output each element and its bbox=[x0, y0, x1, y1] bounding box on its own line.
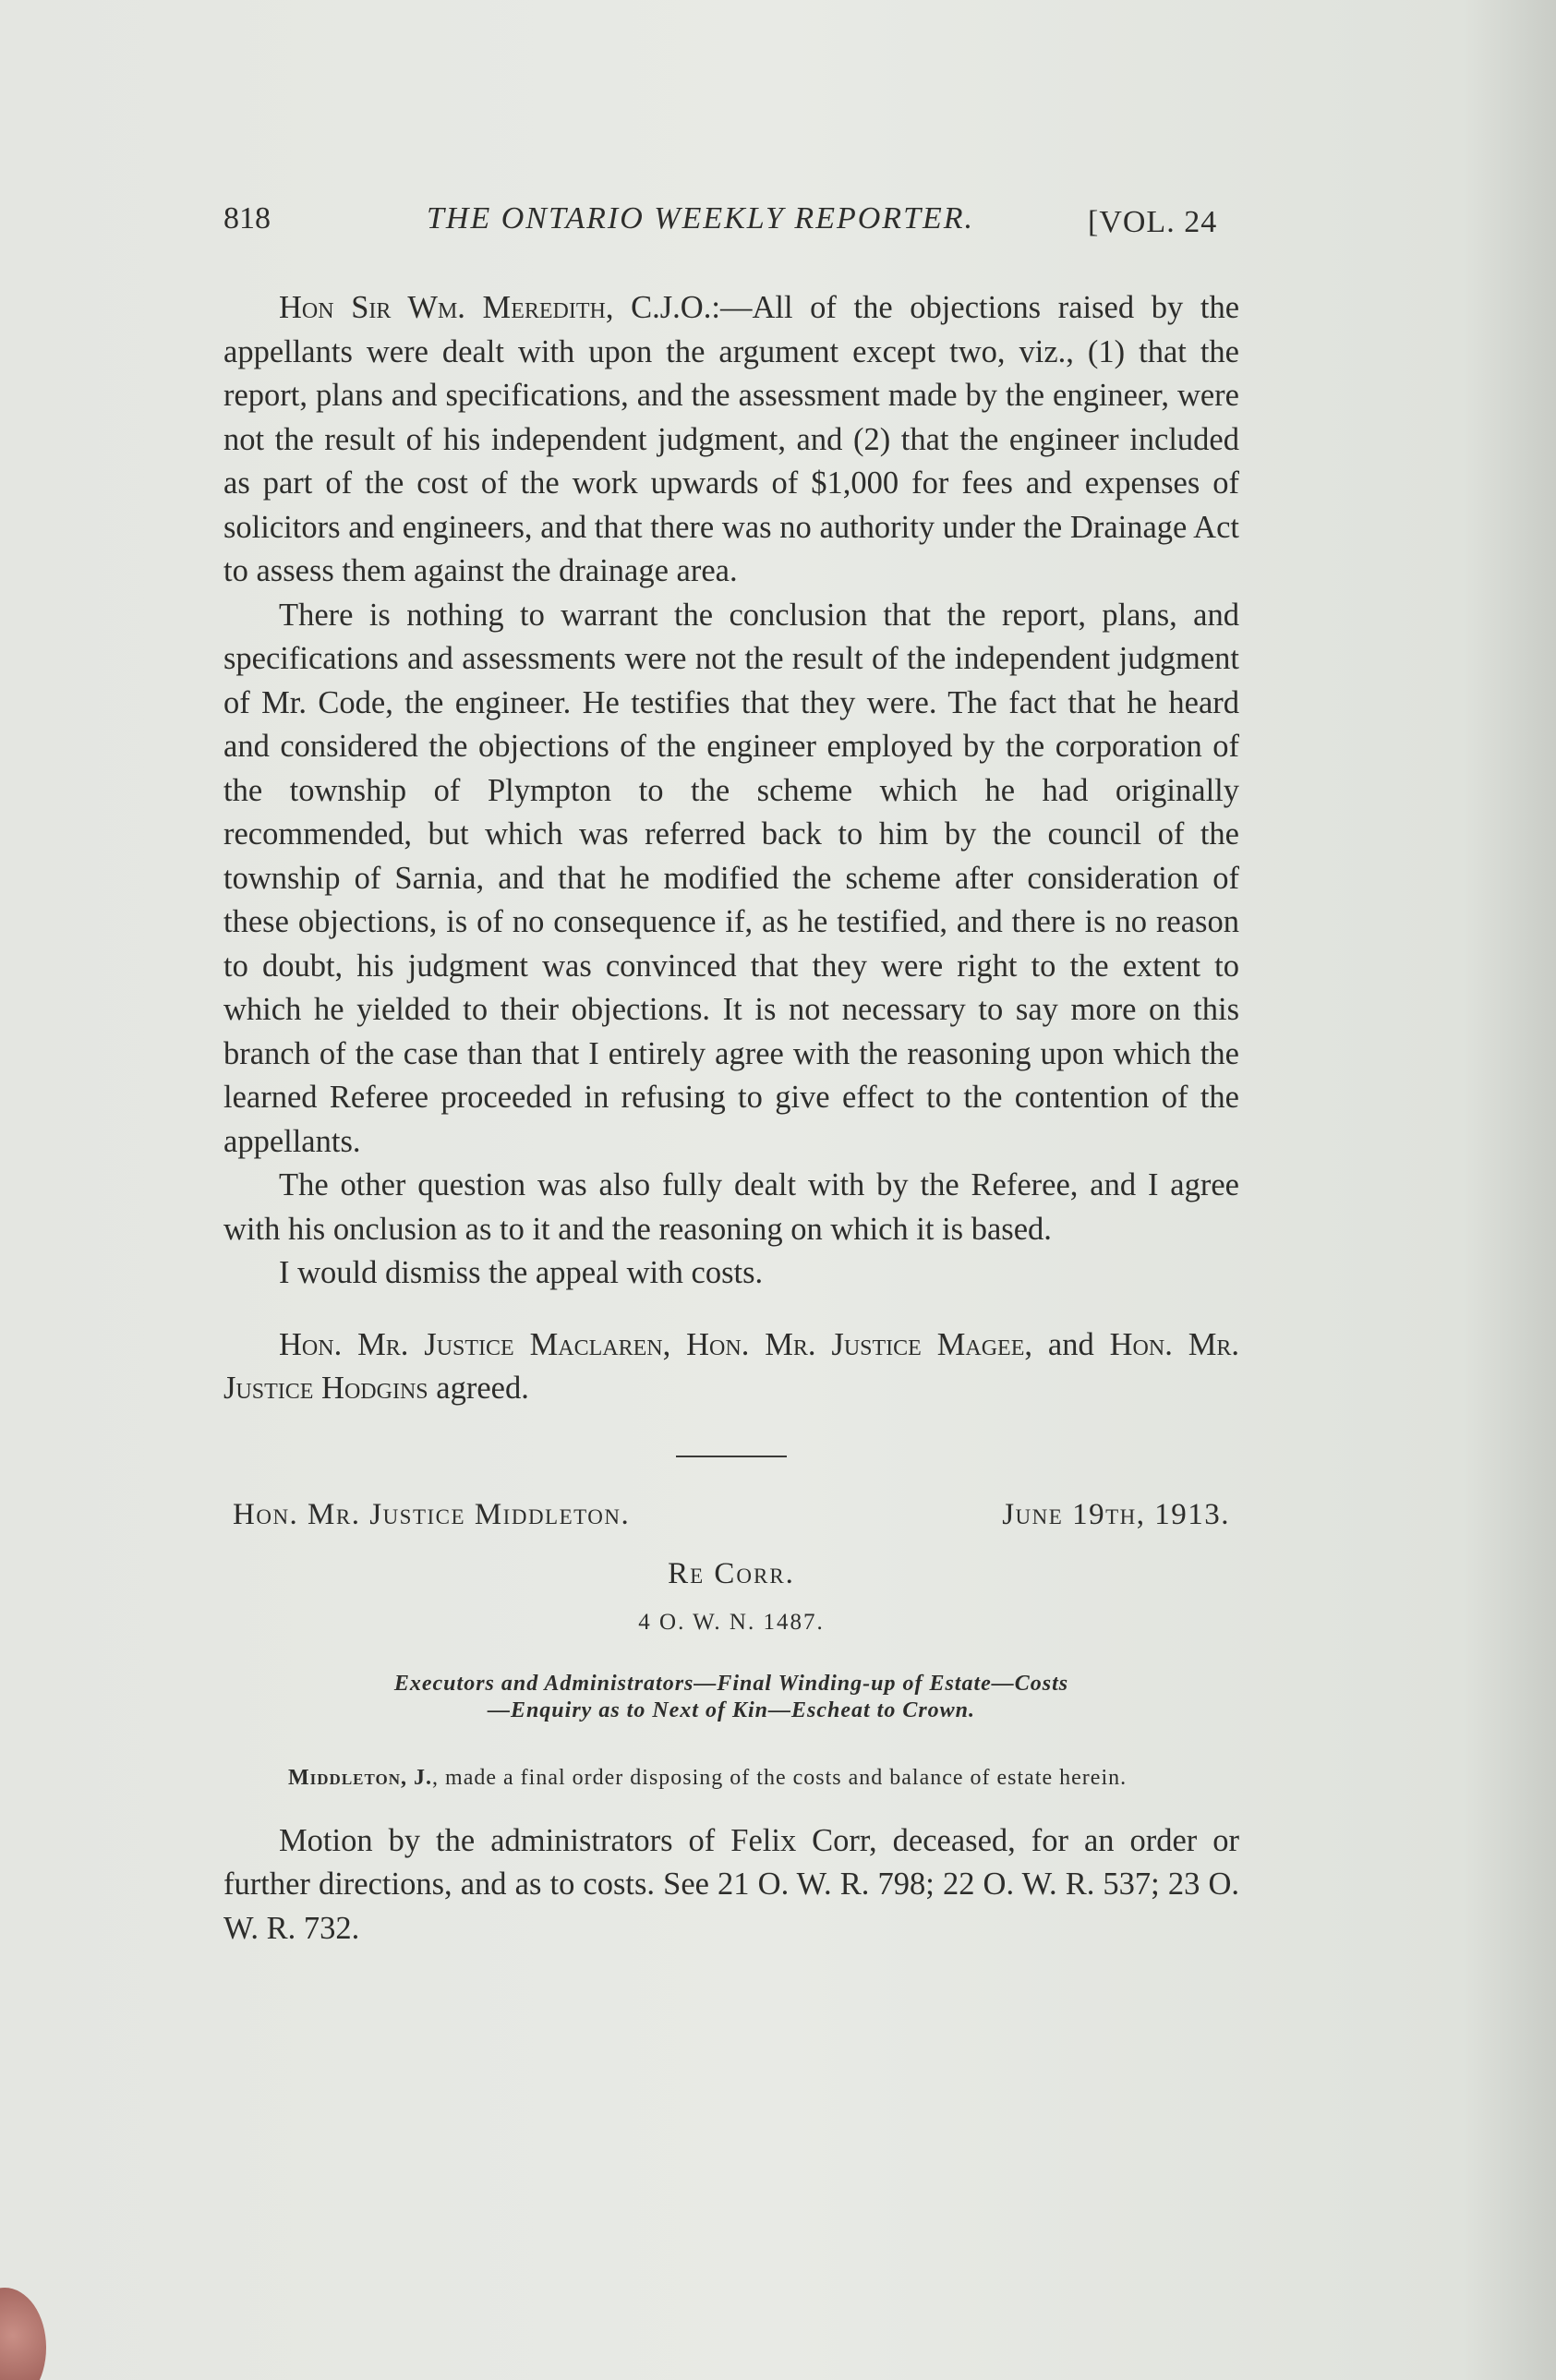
case-title: Re Corr. bbox=[668, 1556, 795, 1590]
motion-paragraph: Motion by the administrators of Felix Corr, deceased, for an order or further directions, and as to costs. See 21 O. W. R. 798; 22 O. W. R. 537; 23 O. W. R. 732. bbox=[223, 1822, 1239, 1946]
case-judge: Hon. Mr. Justice Middleton. bbox=[233, 1497, 631, 1531]
judgment-body bbox=[223, 286, 1239, 1411]
page-content bbox=[223, 194, 1239, 1951]
case-summary bbox=[223, 1765, 1239, 1792]
separator-2: , and bbox=[1024, 1326, 1110, 1362]
judgment-paragraph-1 bbox=[223, 286, 1239, 594]
running-header bbox=[223, 194, 1239, 249]
running-title: THE ONTARIO WEEKLY REPORTER. bbox=[427, 201, 975, 236]
headnote-line-2: —Enquiry as to Next of Kin—Escheat to Crown. bbox=[487, 1697, 976, 1722]
judgment-paragraph-4: I would dismiss the appeal with costs. bbox=[279, 1255, 764, 1290]
judgment-paragraph-2: There is nothing to warrant the conclusion that the report, plans, and specifications and assessments were not the result of the independent judgment of Mr. Code, the engineer. He testifies that they were. The fact that he heard and considered the objections of the engineer employed by the corporation of the township of Plympton to the scheme which he had originally recommended, but which was referred back to him by the council of the township of Sarnia, and that he modified the scheme after consideration of these objections, is of no consequence if, as he testified, and there is no reason to doubt, his judgment was convinced that they were right to the extent to which he yielded to their objections. It is not necessary to say more on this branch of the case than that I entirely agree with the reasoning upon which the learned Referee proceeded in refusing to give effect to the contention of the appellants. bbox=[223, 597, 1239, 1159]
case-header-line bbox=[223, 1498, 1239, 1546]
thumb-shadow bbox=[0, 2288, 46, 2380]
concurring-judges bbox=[223, 1323, 1239, 1411]
case-date: June 19th, 1913. bbox=[1002, 1497, 1230, 1531]
judgment-paragraph-3: The other question was also fully dealt with by the Referee, and I agree with his onclusion as to it and the reasoning on which it is based. bbox=[223, 1167, 1239, 1247]
summary-text: , made a final order disposing of the costs and balance of estate herein. bbox=[432, 1765, 1128, 1790]
concurring-judge-2: Hon. Mr. Justice Magee bbox=[686, 1326, 1025, 1362]
section-divider bbox=[676, 1456, 787, 1457]
separator-1: , bbox=[662, 1326, 687, 1362]
summary-judge: Middleton, J. bbox=[288, 1765, 433, 1790]
headnote bbox=[223, 1671, 1239, 1724]
headnote-line-1: Executors and Administrators—Final Winding-up of Estate—Costs bbox=[393, 1671, 1069, 1696]
volume-label: [VOL. 24 bbox=[1088, 205, 1218, 239]
judge-name: Hon Sir Wm. Meredith, C.J.O. bbox=[279, 290, 712, 325]
motion-body bbox=[223, 1819, 1239, 1951]
page-number: 818 bbox=[223, 201, 271, 236]
agreed-tail: agreed. bbox=[428, 1371, 529, 1406]
concurring-judge-3: Hon. Mr. Justice Hodgins bbox=[223, 1326, 1240, 1406]
paragraph-1-text: :—All of the objections raised by the appellants were dealt with upon the argument except two, viz., (1) that the report, plans and specifications, and the assessment made by the engineer, were not the result of his independent judgment, and (2) that the engineer included as part of the cost of the work upwards of $1,000 for fees and expenses of solicitors and engineers, and that there was no authority under the Drainage Act to assess them against the drainage area. bbox=[223, 290, 1240, 588]
case-citation: 4 O. W. N. 1487. bbox=[638, 1609, 825, 1635]
concurring-judge-1: Hon. Mr. Justice Maclaren bbox=[279, 1326, 663, 1362]
